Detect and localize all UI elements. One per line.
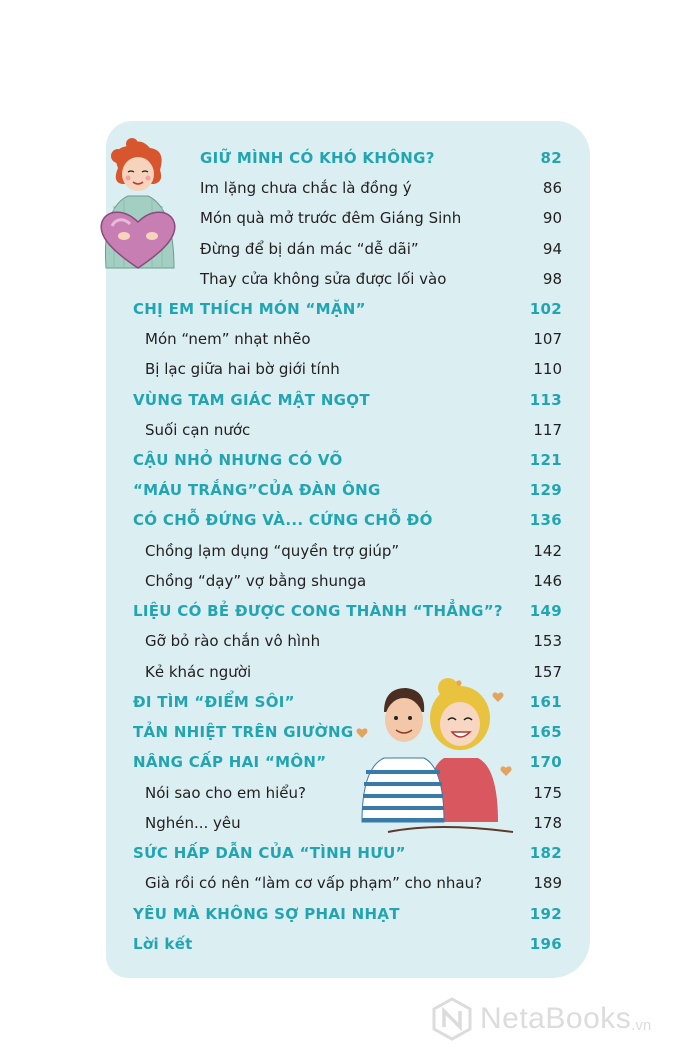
toc-title: LIỆU CÓ BẺ ĐƯỢC CONG THÀNH “THẲNG”? (133, 602, 503, 620)
toc-title: “MÁU TRẮNG”CỦA ĐÀN ÔNG (133, 481, 381, 499)
toc-title: CHỊ EM THÍCH MÓN “MẶN” (133, 300, 366, 318)
toc-title: CẬU NHỎ NHƯNG CÓ VÕ (133, 451, 343, 469)
toc-entry[interactable] (145, 417, 562, 443)
toc-page: 178 (533, 814, 562, 832)
toc-page: 113 (529, 391, 562, 409)
toc-page: 102 (529, 300, 562, 318)
toc-entry[interactable] (145, 538, 562, 564)
toc-page: 117 (533, 421, 562, 439)
toc-page: 110 (533, 360, 562, 378)
toc-title: Nghén... yêu (145, 814, 241, 832)
toc-page: 165 (529, 723, 562, 741)
toc-page: 82 (540, 149, 562, 167)
toc-title: VÙNG TAM GIÁC MẬT NGỌT (133, 391, 370, 409)
toc-title: Món quà mở trước đêm Giáng Sinh (200, 209, 462, 227)
toc-entry[interactable] (145, 810, 562, 836)
toc-page: 98 (542, 270, 562, 288)
toc-entry[interactable] (133, 477, 562, 503)
toc-page: 196 (529, 935, 562, 953)
netabooks-logo-icon (430, 997, 474, 1041)
toc-page: 192 (529, 905, 562, 923)
toc-entry[interactable] (145, 356, 562, 382)
toc-entry[interactable] (133, 749, 562, 775)
toc-title: Chồng “dạy” vợ bằng shunga (145, 572, 367, 590)
toc-entry[interactable] (200, 205, 562, 231)
watermark-tld: .vn (631, 1016, 652, 1034)
toc-entry[interactable] (133, 387, 562, 413)
toc-title: Im lặng chưa chắc là đồng ý (200, 179, 412, 197)
toc-entry[interactable] (133, 719, 562, 745)
toc-entry[interactable] (133, 901, 562, 927)
toc-entry[interactable] (200, 266, 562, 292)
toc-entry[interactable] (133, 598, 562, 624)
toc-entry[interactable] (200, 145, 562, 171)
toc-page: 149 (529, 602, 562, 620)
toc-page: 86 (542, 179, 562, 197)
toc-title: TẢN NHIỆT TRÊN GIƯỜNG (133, 723, 354, 741)
toc-title: Món “nem” nhạt nhẽo (145, 330, 311, 348)
toc-title: NÂNG CẤP HAI “MÔN” (133, 753, 327, 771)
toc-page: 153 (533, 632, 562, 650)
toc-title: CÓ CHỖ ĐỨNG VÀ... CỨNG CHỖ ĐÓ (133, 511, 433, 529)
toc-entry[interactable] (145, 568, 562, 594)
toc-entry[interactable] (145, 659, 562, 685)
toc-title: Già rồi có nên “làm cơ vấp phạm” cho nhau? (145, 874, 483, 892)
toc-title: Nói sao cho em hiểu? (145, 784, 306, 802)
toc-entry[interactable] (200, 236, 562, 262)
toc-title: Bị lạc giữa hai bờ giới tính (145, 360, 340, 378)
toc-entry[interactable] (133, 296, 562, 322)
toc-entry[interactable] (145, 870, 562, 896)
watermark-brand: NetaBooks (480, 1002, 632, 1035)
toc-page: 94 (542, 240, 562, 258)
toc-page: 170 (529, 753, 562, 771)
toc-page: 182 (529, 844, 562, 862)
toc-title: Kẻ khác người (145, 663, 252, 681)
toc-page: 157 (533, 663, 562, 681)
toc-page: 107 (533, 330, 562, 348)
toc-page: 129 (529, 481, 562, 499)
toc-page: 175 (533, 784, 562, 802)
toc-title: GIỮ MÌNH CÓ KHÓ KHÔNG? (200, 149, 435, 167)
toc-page: 136 (529, 511, 562, 529)
toc-entry[interactable] (133, 931, 562, 957)
netabooks-watermark (430, 992, 692, 1046)
toc-entry[interactable] (145, 628, 562, 654)
toc-title: Suối cạn nước (145, 421, 251, 439)
toc-title: Thay cửa không sửa được lối vào (200, 270, 447, 288)
toc-page: 146 (533, 572, 562, 590)
toc-page: 121 (529, 451, 562, 469)
toc-page: 142 (533, 542, 562, 560)
toc-entry[interactable] (145, 780, 562, 806)
toc-title: ĐI TÌM “ĐIỂM SÔI” (133, 693, 295, 711)
toc-title: Đừng để bị dán mác “dễ dãi” (200, 240, 419, 258)
toc-entry[interactable] (133, 507, 562, 533)
toc-page: 189 (533, 874, 562, 892)
toc-title: Chồng lạm dụng “quyền trợ giúp” (145, 542, 400, 560)
toc-title: YÊU MÀ KHÔNG SỢ PHAI NHẠT (133, 905, 400, 923)
toc-entry[interactable] (145, 326, 562, 352)
toc-entry[interactable] (200, 175, 562, 201)
toc-entry[interactable] (133, 840, 562, 866)
toc-title: Gỡ bỏ rào chắn vô hình (145, 632, 321, 650)
toc-entry[interactable] (133, 689, 562, 715)
toc-entry[interactable] (133, 447, 562, 473)
toc-page: 161 (529, 693, 562, 711)
toc-page: 90 (542, 209, 562, 227)
toc-title: SỨC HẤP DẪN CỦA “TÌNH HƯU” (133, 844, 406, 862)
toc-title: Lời kết (133, 935, 193, 953)
